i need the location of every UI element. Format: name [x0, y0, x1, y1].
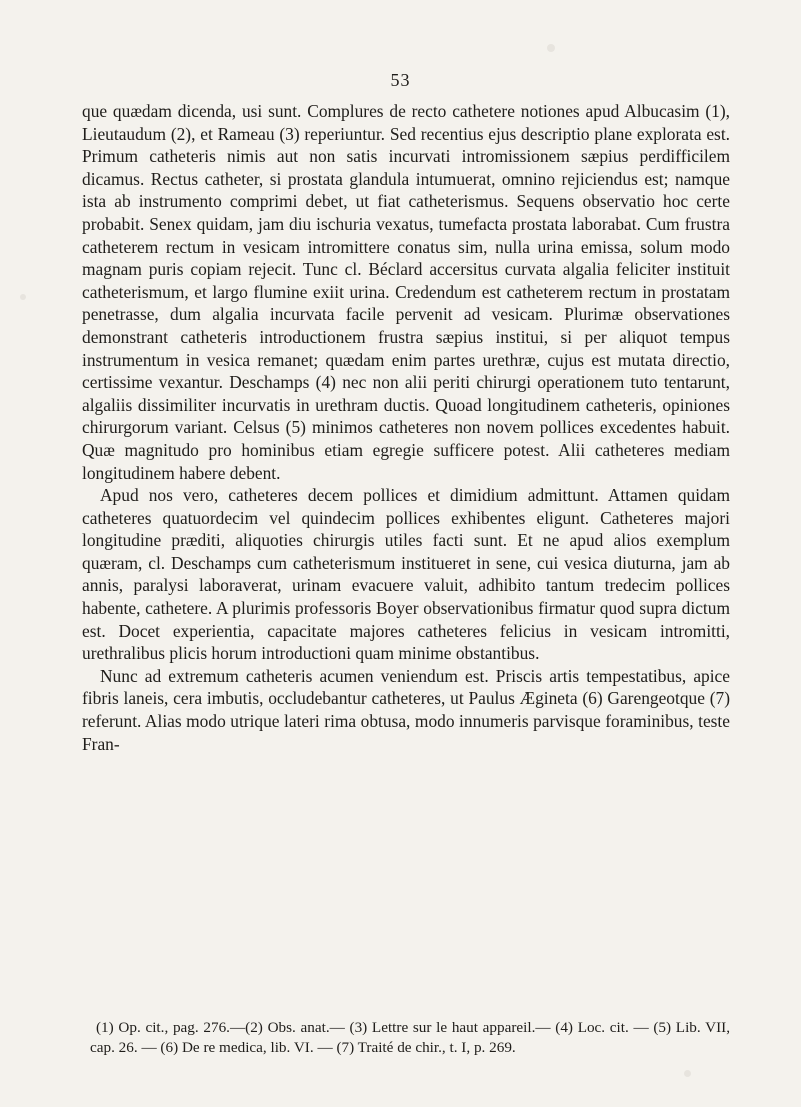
page-number: 53: [390, 70, 411, 90]
paragraph-2: Apud nos vero, catheteres decem pollices et dimidium admittunt. Attamen quidam catheteres quatuordecim vel quindecim pollices exhibentes eligunt. Catheteres majori longitudine præditi, aliquoties chirurgis utiles facti sunt. Et ne apud alios exemplum quæram, cl. Deschamps cum catheterismum institueret in sene, cui vesica diuturna, jam ab annis, paralysi laboraverat, urinam evacuere valuit, adhibito tantum tredecim pollices habente, cathetere. A plurimis professoris Boyer observationibus firmatur quod supra dictum est. Docet experientia, capacitate majores catheteres felicius in vesicam intromitti, urethralibus plicis horum introductioni quam minime obstantibus.: [82, 485, 730, 664]
paragraph-3: Nunc ad extremum catheteris acumen veniendum est. Priscis artis tempestatibus, apice fibris laneis, cera imbutis, occludebantur catheteres, ut Paulus Ægineta (6) Garengeotque (7) referunt. Alias modo utrique lateri rima obtusa, modo innumeris parvisque foraminibus, teste Fran-: [82, 665, 730, 754]
paragraph-1: que quædam dicenda, usi sunt. Complures de recto cathetere notiones apud Albucasim (1), Lieutaudum (2), et Rameau (3) reperiuntur. Sed recentius ejus descriptio plane explorata est. Primum catheteris nimis aut non satis incurvati intromissionem sæpius perdifficilem dicamus. Rectus catheter, si prostata glandula intumuerat, omnino rejiciendus est; namque ista ab instrumento comprimi debet, ut fiat catheterismus. Sequens observatio hoc certe probabit. Senex quidam, jam diu ischuria vexatus, tumefacta prostata laborabat. Cum frustra catheterem rectum in vesicam intromittere conatus sim, nulla urina emissa, solum modo magnam puris copiam rejecit. Tunc cl. Béclard accersitus curvata algalia feliciter instituit catheterismum, et largo flumine exiit urina. Credendum est catheterem rectum in prostatam penetrasse, dum algalia incurvata facile pervenit ad vesicam. Plurimæ observationes demonstrant catheteris introductionem frustra sæpius institui, si per aliquot tempus instrumentum in vesica remanet; quædam enim partes urethræ, cujus est mutata directio, certissime vexantur. Deschamps (4) nec non alii periti chirurgi operationem tuto tentarunt, algaliis dissimiliter incurvatis in urethram ductis. Quoad longitudinem catheteris, opiniones chirurgorum variant. Celsus (5) minimos catheteres non novem pollices excedentes habuit. Quæ magnitudo pro hominibus etiam egregie sufficere potest. Alii catheteres mediam longitudinem habere debent.: [82, 101, 730, 483]
paper-stain: [20, 294, 26, 300]
footnote-text: (1) Op. cit., pag. 276.—(2) Obs. anat.— (3) Lettre sur le haut appareil.— (4) Loc. cit. — (5) Lib. VII, cap. 26. — (6) De re medica, lib. VI. — (7) Traité de chir., t. I, p. 269.: [90, 1019, 730, 1056]
body-text: [82, 100, 730, 755]
footnotes: [90, 1018, 730, 1058]
paper-stain: [547, 44, 555, 52]
paper-stain: [684, 1070, 691, 1077]
